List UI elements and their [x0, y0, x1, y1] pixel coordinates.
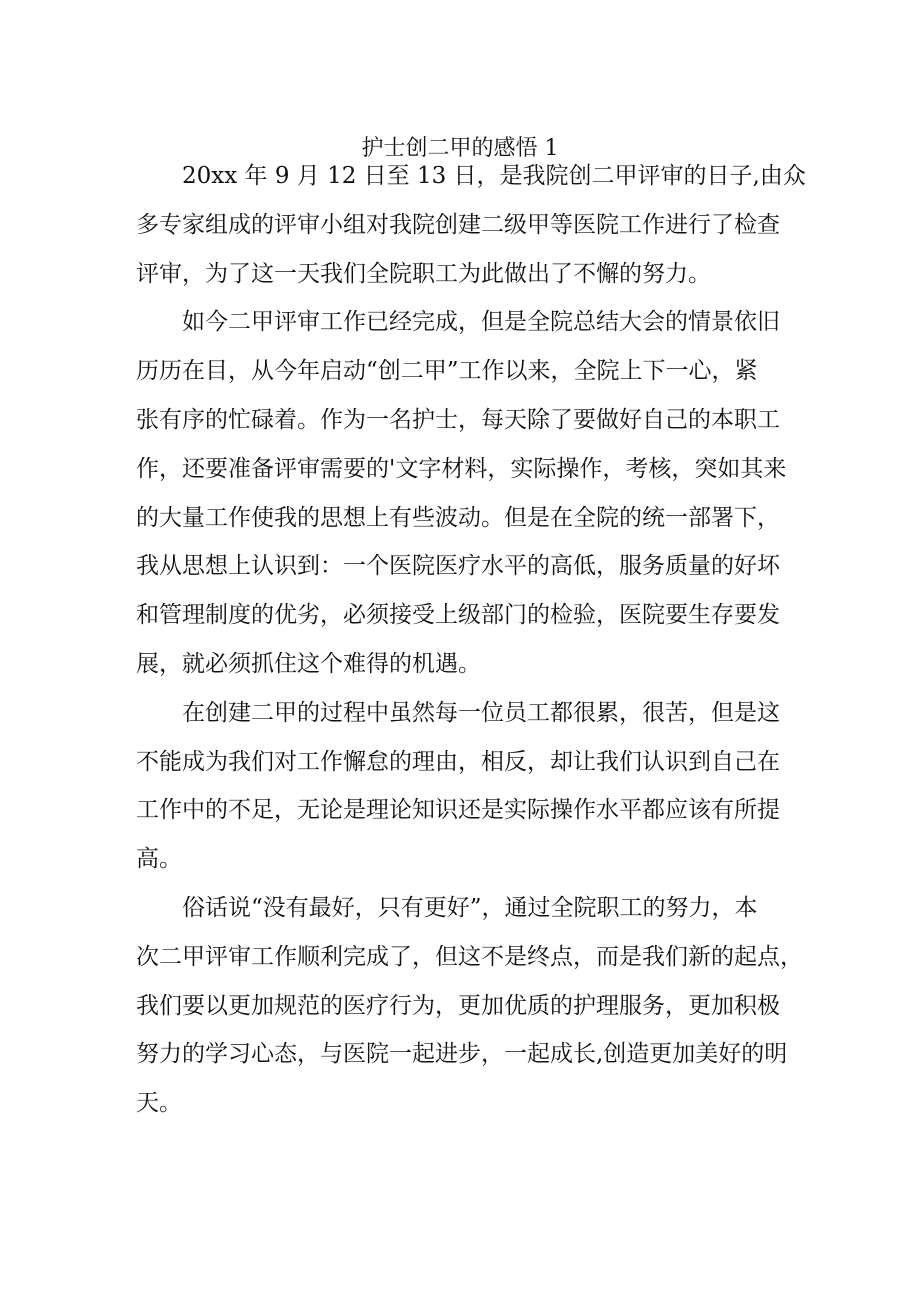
paragraph-2-line-8: 展，就必须抓住这个难得的机遇。 — [136, 650, 481, 677]
paragraph-4-line-4: 努力的学习心态，与医院一起进步，一起成长,创造更加美好的明 — [136, 1041, 788, 1068]
paragraph-2-line-5: 的大量工作使我的思想上有些波动。但是在全院的统一部署下， — [136, 504, 780, 531]
paragraph-2-line-6: 我从思想上认识到：一个医院医疗水平的高低，服务质量的好坏 — [136, 553, 780, 580]
paragraph-2-line-1: 如今二甲评审工作已经完成，但是全院总结大会的情景依旧 — [182, 309, 780, 336]
paragraph-3-line-4: 高。 — [136, 846, 182, 873]
paragraph-1-line-3: 评审，为了这一天我们全院职工为此做出了不懈的努力。 — [136, 260, 711, 287]
paragraph-4-line-5: 天。 — [136, 1090, 182, 1117]
paragraph-4 — [136, 884, 803, 1128]
paragraph-1-line-1: 20xx 年 9 月 12 日至 13 日，是我院创二甲评审的日子,由众 — [182, 163, 806, 189]
paragraph-2-line-3: 张有序的忙碌着。作为一名护士，每天除了要做好自己的本职工 — [136, 406, 780, 433]
paragraph-3-line-3: 工作中的不足，无论是理论知识还是实际操作水平都应该有所提 — [136, 797, 780, 824]
paragraph-4-line-2: 次二甲评审工作顺利完成了，但这不是终点，而是我们新的起点， — [136, 943, 803, 970]
paragraph-4-line-3: 我们要以更加规范的医疗行为，更加优质的护理服务，更加积极 — [136, 992, 780, 1019]
paragraph-2-line-2: 历历在目，从今年启动“创二甲”工作以来，全院上下一心，紧 — [136, 358, 758, 385]
paragraph-3-line-2: 不能成为我们对工作懈怠的理由，相反，却让我们认识到自己在 — [136, 748, 780, 775]
document-title: 护士创二甲的感悟 1 — [361, 136, 559, 161]
paragraph-2-line-7: 和管理制度的优劣，必须接受上级部门的检验，医院要生存要发 — [136, 602, 780, 629]
paragraph-2-line-4: 作，还要准备评审需要的'文字材料，实际操作，考核，突如其来 — [136, 455, 787, 482]
paragraph-4-line-1: 俗话说“没有最好，只有更好”，通过全院职工的努力，本 — [182, 894, 758, 921]
document-body — [136, 152, 806, 1128]
paragraph-3-line-1: 在创建二甲的过程中虽然每一位员工都很累，很苦，但是这 — [182, 699, 780, 726]
paragraph-2 — [136, 298, 791, 688]
paragraph-1 — [136, 152, 806, 298]
paragraph-1-line-2: 多专家组成的评审小组对我院创建二级甲等医院工作进行了检查 — [136, 211, 780, 238]
paragraph-3 — [136, 689, 791, 884]
